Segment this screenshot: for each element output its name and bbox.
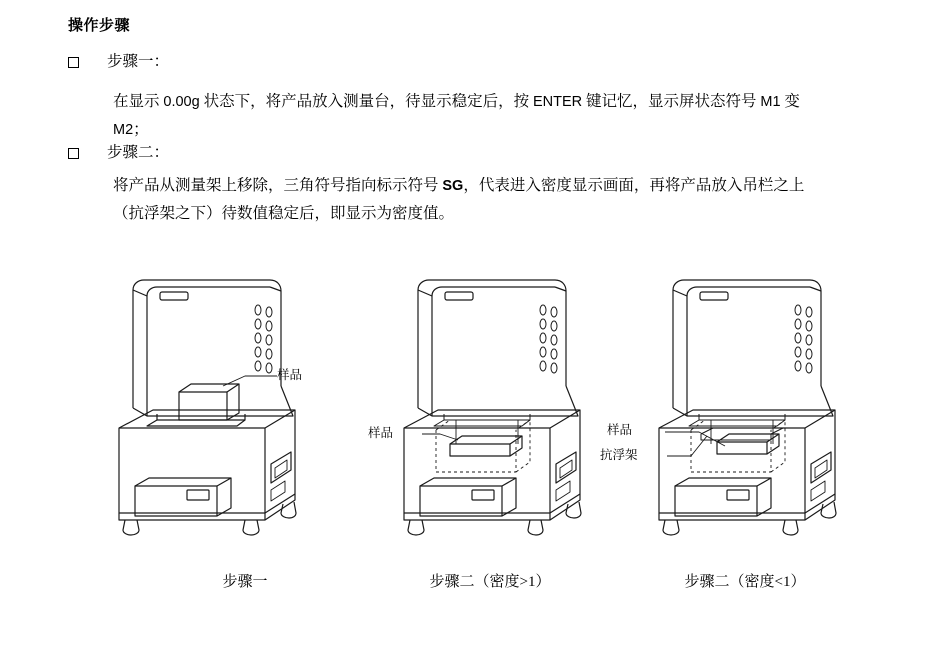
list-item bbox=[68, 143, 169, 163]
step-body: 在显示 0.00g 状态下，将产品放入测量台，待显示稳定后，按 ENTER 键记忆，显示屏状态符号 M1 变 M2； bbox=[113, 93, 800, 138]
callout-label: 样品 bbox=[607, 423, 633, 437]
step-body: 将产品从测量架上移除，三角符号指向标示符号 SG，代表进入密度显示画面，再将产品放入吊栏之上（抗浮架之下）待数值稳定后，即显示为密度值。 bbox=[113, 177, 805, 222]
step-label: 步骤一： bbox=[107, 53, 170, 70]
figure-step-two-density-lt1 bbox=[595, 268, 895, 608]
step-label: 步骤二： bbox=[107, 144, 170, 161]
figure-group bbox=[0, 268, 952, 608]
figure-caption: 步骤一 bbox=[222, 574, 268, 590]
page-title: 操作步骤 bbox=[68, 17, 131, 34]
list-item bbox=[68, 52, 169, 72]
figure-caption: 步骤二（密度<1） bbox=[684, 574, 806, 590]
callout-label: 抗浮架 bbox=[600, 448, 638, 462]
figure-caption: 步骤二（密度>1） bbox=[429, 574, 551, 590]
square-bullet-icon bbox=[68, 148, 79, 159]
square-bullet-icon bbox=[68, 57, 79, 68]
callout-label: 样品 bbox=[368, 426, 394, 440]
callout-label: 样品 bbox=[277, 368, 303, 382]
